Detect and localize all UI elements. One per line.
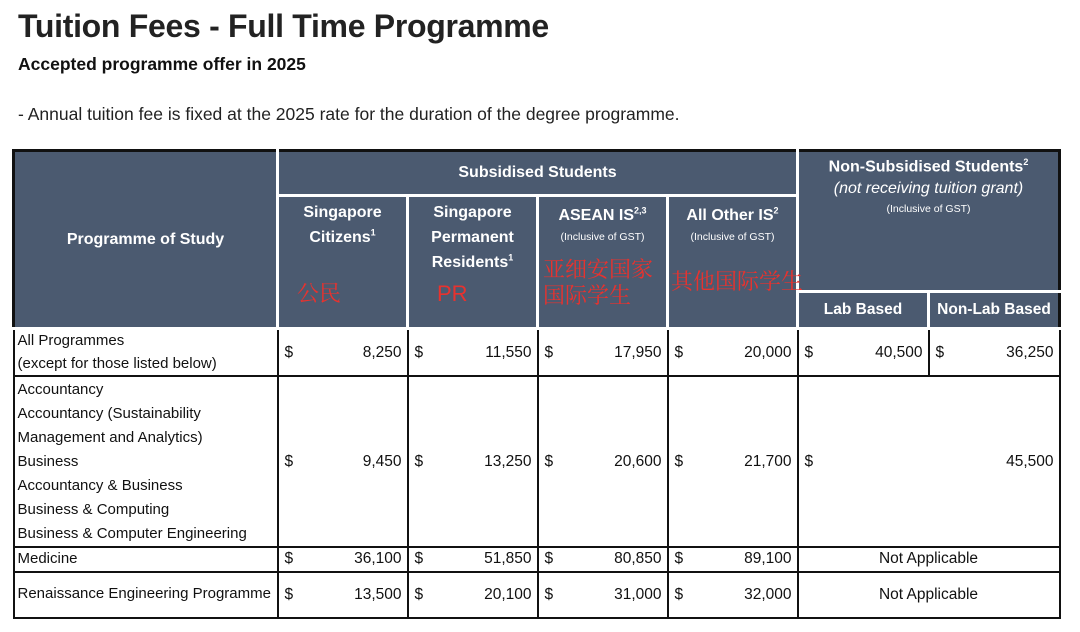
non-subsidised-students-header: Non-Subsidised Students$^2$ (not receiving tuition grant) (Inclusive of GST) <box>798 151 1060 292</box>
programme-of-study-header: Programme of Study <box>14 151 278 329</box>
programme-cell: Accountancy Accountancy (Sustainability Management and Analytics) Business Accountancy & Business Business & Computing Business & Computer Engineering <box>14 376 278 547</box>
lab-based-header: Lab Based <box>798 292 929 329</box>
annotation-citizens: 公民 <box>297 281 342 306</box>
fee-cell: $ 17,950 <box>538 329 668 377</box>
all-other-is-header: All Other $IS^2$ (Inclusive of GST) 其他国际学生 <box>668 196 798 329</box>
fee-cell: $ 31,000 <box>538 572 668 618</box>
permanent-residents-header: Singapore Permanent Residents$^1$ PR <box>408 196 538 329</box>
table-row <box>14 547 1060 572</box>
fee-cell: $ 20,600 <box>538 376 668 547</box>
table-row <box>14 376 1060 547</box>
fee-cell: $ 20,000 <box>668 329 798 377</box>
table-row <box>14 572 1060 618</box>
annotation-asean: 亚细安国家国际学生 <box>543 257 654 309</box>
fee-cell: $ 51,850 <box>408 547 538 572</box>
programme-cell: Medicine <box>14 547 278 572</box>
annotation-pr: PR <box>437 281 468 306</box>
fee-cell: $ 9,450 <box>278 376 408 547</box>
subsidised-students-header: Subsidised Students <box>278 151 798 196</box>
programme-cell: All Programmes (except for those listed below) <box>14 329 278 377</box>
fee-cell: $ 13,500 <box>278 572 408 618</box>
asean-is-header: ASEAN IS$^{2,3}$ (Inclusive of GST) 亚细安国家国际学生 <box>538 196 668 329</box>
fee-cell: $ 11,550 <box>408 329 538 377</box>
fee-cell: $ 89,100 <box>668 547 798 572</box>
non-lab-based-header: Non-Lab Based <box>929 292 1060 329</box>
fee-cell: $ 32,000 <box>668 572 798 618</box>
non-subsidised-note: (not receiving tuition grant) <box>833 179 1024 197</box>
annotation-other: 其他国际学生 <box>671 269 804 294</box>
table-row <box>14 329 1060 377</box>
fee-cell: $ 36,100 <box>278 547 408 572</box>
tuition-fee-table <box>12 149 1061 619</box>
page-subtitle: Accepted programme offer in 2025 <box>18 54 306 74</box>
fee-cell: $ 80,850 <box>538 547 668 572</box>
not-applicable-cell: Not Applicable <box>798 547 1060 572</box>
not-applicable-cell: Not Applicable <box>798 572 1060 618</box>
fee-cell: $ 21,700 <box>668 376 798 547</box>
fee-cell: $ 8,250 <box>278 329 408 377</box>
fee-note: - Annual tuition fee is fixed at the 2025 rate for the duration of the degree programme. <box>18 104 680 124</box>
non-subsidised-gst-note: (Inclusive of GST) <box>886 202 971 215</box>
singapore-citizens-header: Singapore Citizens$^1$ 公民 <box>278 196 408 329</box>
fee-cell: $ 13,250 <box>408 376 538 547</box>
page-title: Tuition Fees - Full Time Programme <box>18 8 549 44</box>
fee-cell: $ 20,100 <box>408 572 538 618</box>
fee-cell: $ 45,500 <box>798 376 1060 547</box>
programme-cell: Renaissance Engineering Programme <box>14 572 278 618</box>
fee-cell: $ 40,500 <box>798 329 929 377</box>
fee-cell: $ 36,250 <box>929 329 1060 377</box>
